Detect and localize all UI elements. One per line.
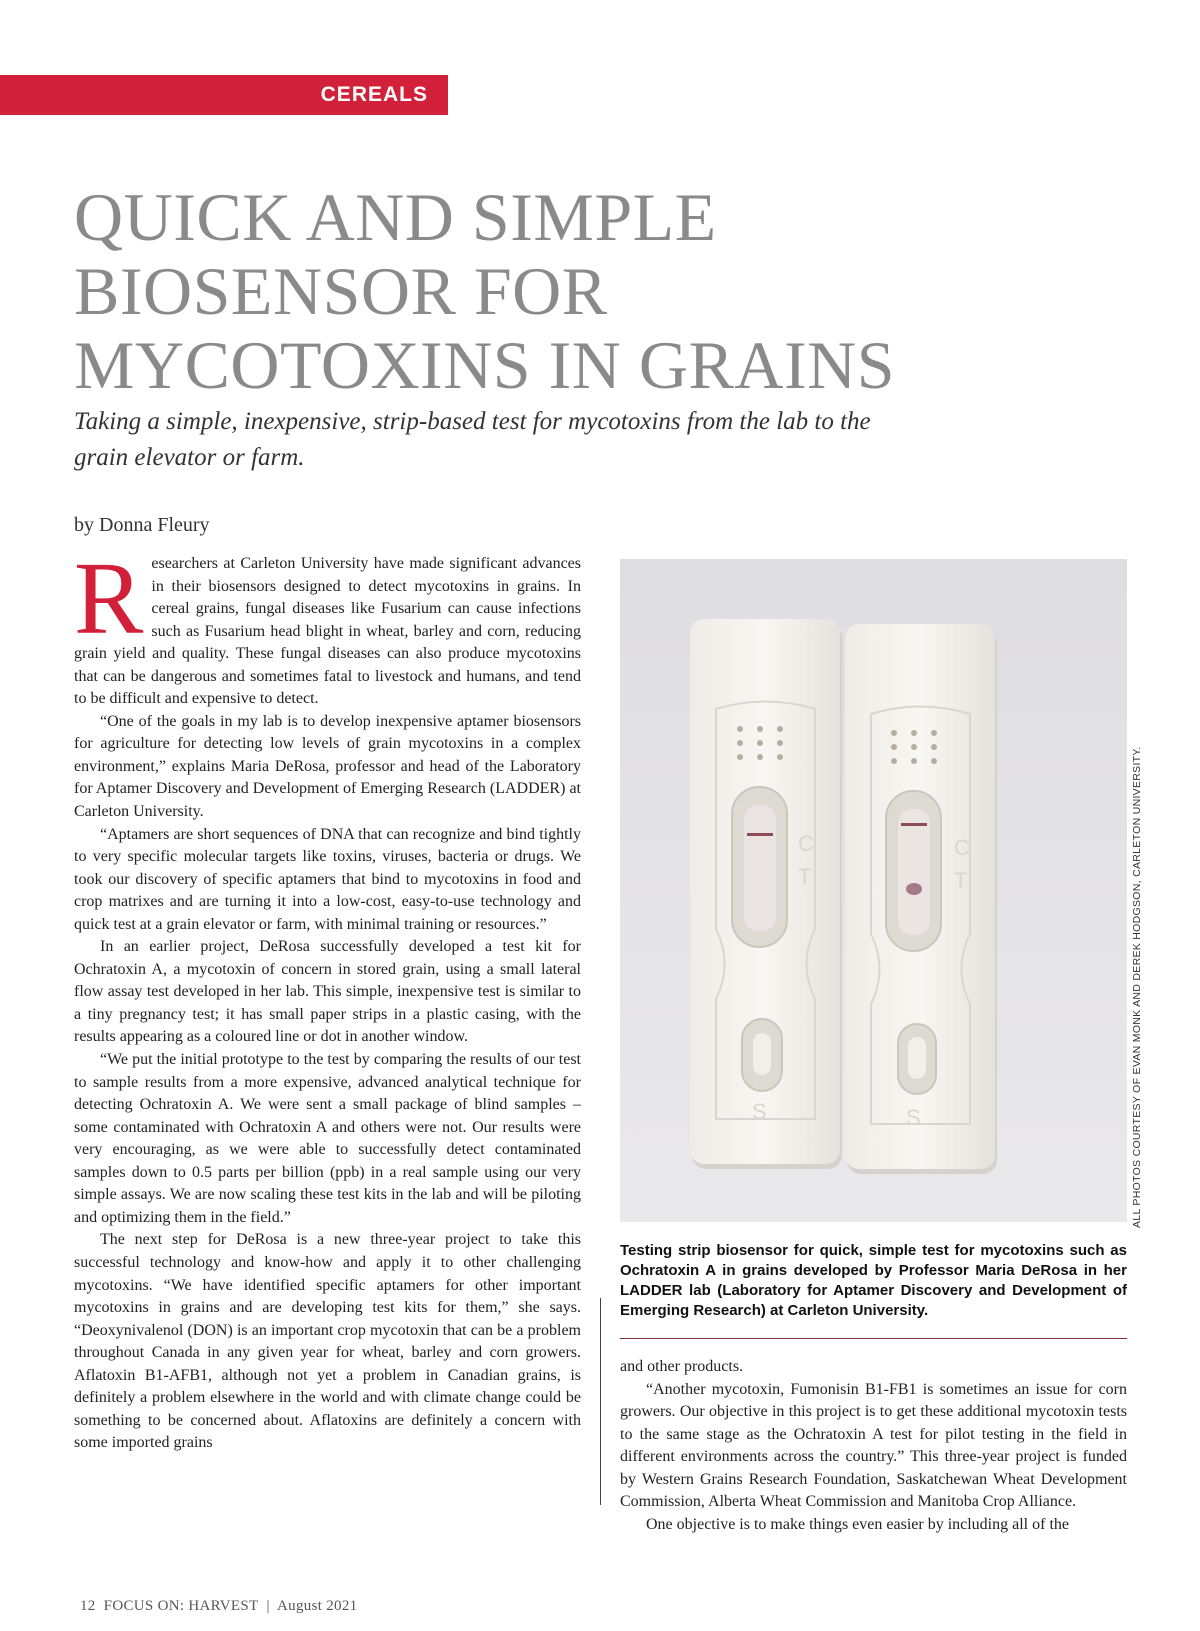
issue-date: August 2021 [277, 1598, 358, 1614]
paragraph: “Another mycotoxin, Fumonisin B1-FB1 is sometimes an issue for corn growers. Our objective in this project is to get these additional mycotoxin tests to the same stage as the Ochratoxin A test for pilot testing in the field in different environments across the country.” This three-year project is funded by Western Grains Research Foundation, Saskatchewan Wheat Development Commission, Alberta Wheat Commission and Manitoba Crop Alliance. [620, 1380, 1127, 1511]
caption-rule [620, 1338, 1127, 1339]
test-strip-photo [620, 559, 1127, 1222]
strip-letter-s: S [906, 1105, 921, 1130]
headline-line-1: QUICK AND SIMPLE [74, 179, 717, 255]
footer-separator: | [266, 1598, 270, 1614]
paragraph: “We put the initial prototype to the test by comparing the results of our test to sample results from a more expensive, advanced analytical technique for detecting Ochratoxin A. We were sent a small package of blind samples – some contaminated with Ochratoxin A and others were not. Our results were very encouraging, as we were able to successfully detect contaminated samples down to 0.5 parts per billion (ppb) in a real sample using our very simple assays. We are now scaling these test kits in the lab and will be piloting and optimizing them in the field.” [74, 1051, 581, 1226]
test-strip-illustration [620, 559, 1127, 1222]
article-column-left [74, 541, 581, 1455]
strip-letter-t: T [954, 868, 968, 893]
article-headline [74, 180, 1074, 402]
strip-letter-c: C [954, 835, 970, 860]
test-strip-left [690, 619, 842, 1169]
paragraph: Researchers at Carleton University have made significant advances in their biosensors designed to detect mycotoxins in grains. In cereal grains, fungal diseases like Fusarium can cause infections such as Fusarium head blight in wheat, barley and corn, reducing grain yield and quality. These fungal diseases can also produce mycotoxins that can be dangerous and sometimes fatal to livestock and humans, and tend to be difficult and expensive to detect. [74, 541, 581, 708]
paragraph: One objective is to make things even easier by including all of the [646, 1515, 1069, 1533]
strip-letter-t: T [798, 864, 812, 889]
article-deck: Taking a simple, inexpensive, strip-based test for mycotoxins from the lab to the grain elevator or farm. [74, 408, 871, 471]
section-tab [0, 75, 448, 115]
page-footer [80, 1598, 361, 1615]
strip-letter-c: C [798, 831, 814, 856]
byline: by Donna Fleury [74, 514, 210, 536]
section-label: CEREALS [320, 83, 428, 106]
photo-caption: Testing strip biosensor for quick, simple test for mycotoxins such as Ochratoxin A in grains developed by Professor Maria DeRosa in her LADDER lab (Laboratory for Aptamer Discovery and Development of Emerging Research) at Carleton University. [620, 1242, 1127, 1319]
paragraph: and other products. [620, 1358, 744, 1375]
headline-line-3: MYCOTOXINS IN GRAINS [74, 327, 896, 403]
paragraph: “Aptamers are short sequences of DNA that can recognize and bind tightly to very specific molecular targets like toxins, viruses, bacteria or drugs. We took our discovery of specific aptamers that bind to mycotoxins in food and crop matrixes and are turning it into a low-cost, easy-to-use technology and quick test at a grain elevator or farm, with minimal training or resources.” [74, 825, 581, 933]
dropcap: R [74, 541, 144, 656]
paragraph: “One of the goals in my lab is to develop inexpensive aptamer biosensors for agriculture for detecting low levels of grain mycotoxins in a complex environment,” explains Maria DeRosa, professor and head of the Laboratory for Aptamer Discovery and Development of Emerging Research (LADDER) at Carleton University. [74, 712, 581, 821]
paragraph: In an earlier project, DeRosa successfully developed a test kit for Ochratoxin A, a mycotoxin of concern in stored grain, using a small lateral flow assay test developed in her lab. This simple, inexpensive test is similar to a tiny pregnancy test; it has small paper strips in a plastic casing, with the results appearing as a coloured line or dot in another window. [74, 938, 581, 1046]
test-strip-right [845, 624, 997, 1174]
column-divider [600, 1298, 601, 1505]
strip-letter-s: S [752, 1099, 767, 1124]
page-number: 12 [80, 1598, 96, 1614]
headline-line-2: BIOSENSOR FOR [74, 253, 608, 329]
paragraph: The next step for DeRosa is a new three-year project to take this successful technology and know-how and apply it to other challenging mycotoxins. “We have identified specific aptamers for other important mycotoxins in grains and are developing test kits for them,” she says. “Deoxynivalenol (DON) is an important crop mycotoxin that can be a problem throughout Canada in any given year for wheat, barley and corn growers. Aflatoxin B1-AFB1, although not yet a problem in Canadian grains, is definitely a problem elsewhere in the world and with climate change could be something to be concerned about. Aflatoxins are definitely a concern with some imported grains [74, 1231, 581, 1452]
photo-credit: ALL PHOTOS COURTESY OF EVAN MONK AND DEREK HODGSON, CARLETON UNIVERSITY. [1131, 746, 1143, 1228]
article-column-right [620, 1356, 1127, 1536]
publication-name: FOCUS ON: HARVEST [103, 1598, 259, 1614]
